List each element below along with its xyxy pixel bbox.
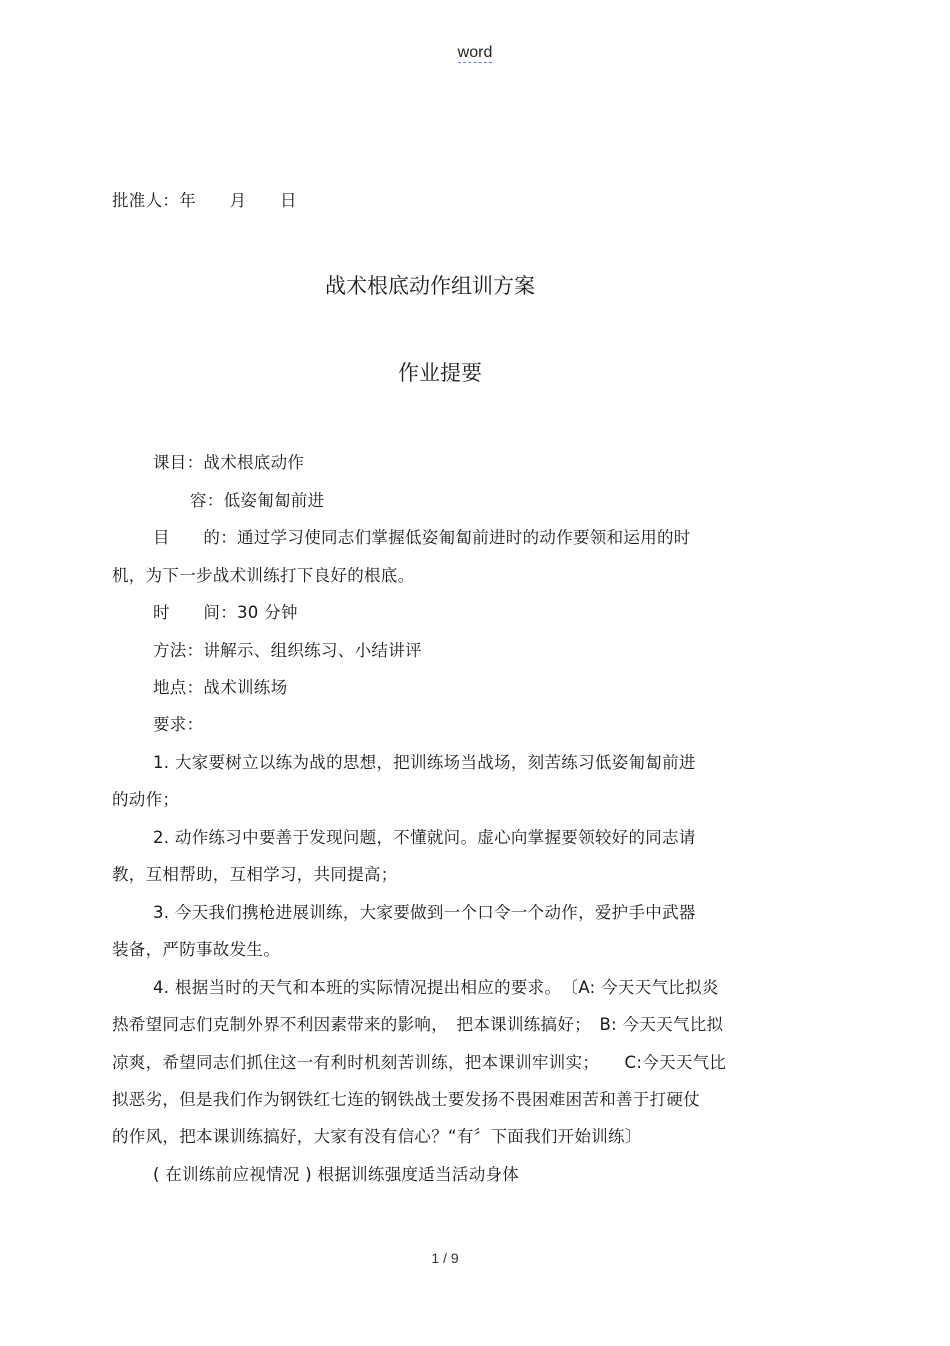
requirement-2-line1: 2. 动作练习中要善于发现问题，不懂就问。虚心向掌握要领较好的同志请 (153, 828, 696, 847)
field-course: 课目：战术根底动作 (153, 453, 305, 472)
field-content: 容：低姿匍匐前进 (190, 491, 325, 510)
section-subtitle: 作业提要 (398, 361, 482, 385)
requirement-3-line2: 装备，严防事故发生。 (112, 940, 280, 959)
requirement-3-line1: 3. 今天我们携枪进展训练，大家要做到一个口令一个动作，爱护手中武器 (153, 903, 696, 922)
field-requirements-label: 要求： (153, 715, 204, 734)
field-purpose-line1: 目 的：通过学习使同志们掌握低姿匍匐前进时的动作要领和运用的时 (153, 528, 691, 547)
requirement-1-line1: 1. 大家要树立以练为战的思想，把训练场当战场，刻苦练习低姿匍匐前进 (153, 753, 696, 772)
requirement-4-line1: 4. 根据当时的天气和本班的实际情况提出相应的要求。 〔A: 今天天气比拟炎 (153, 978, 719, 997)
field-method: 方法：讲解示、组织练习、小结讲评 (153, 641, 422, 660)
training-note: ( 在训练前应视情况 ) 根据训练强度适当活动身体 (153, 1165, 520, 1184)
page-indicator: 1 / 9 (431, 1250, 459, 1266)
requirement-4-line4: 拟恶劣，但是我们作为钢铁红七连的钢铁战士要发扬不畏困难困苦和善于打硬仗 (112, 1090, 700, 1109)
field-location: 地点：战术训练场 (153, 678, 288, 697)
header-word-label: word (457, 44, 493, 61)
requirement-1-line2: 的动作； (112, 790, 180, 809)
field-purpose-line2: 机，为下一步战术训练打下良好的根底。 (112, 566, 415, 585)
field-time: 时 间：30 分钟 (153, 603, 298, 622)
requirement-4-line5: 的作风，把本课训练搞好，大家有没有信心？“有〞下面我们开始训练〕 (112, 1127, 642, 1146)
requirement-4-line2: 热希望同志们克制外界不利因素带来的影响， 把本课训练搞好； B: 今天天气比拟 (112, 1015, 724, 1034)
approver-line: 批准人：年 月 日 (112, 191, 297, 210)
requirement-2-line2: 教，互相帮助，互相学习，共同提高； (112, 865, 398, 884)
requirement-4-line3: 凉爽，希望同志们抓住这一有利时机刻苦训练，把本课训牢训实； C:今天天气比 (112, 1053, 727, 1072)
document-title: 战术根底动作组训方案 (325, 274, 535, 298)
